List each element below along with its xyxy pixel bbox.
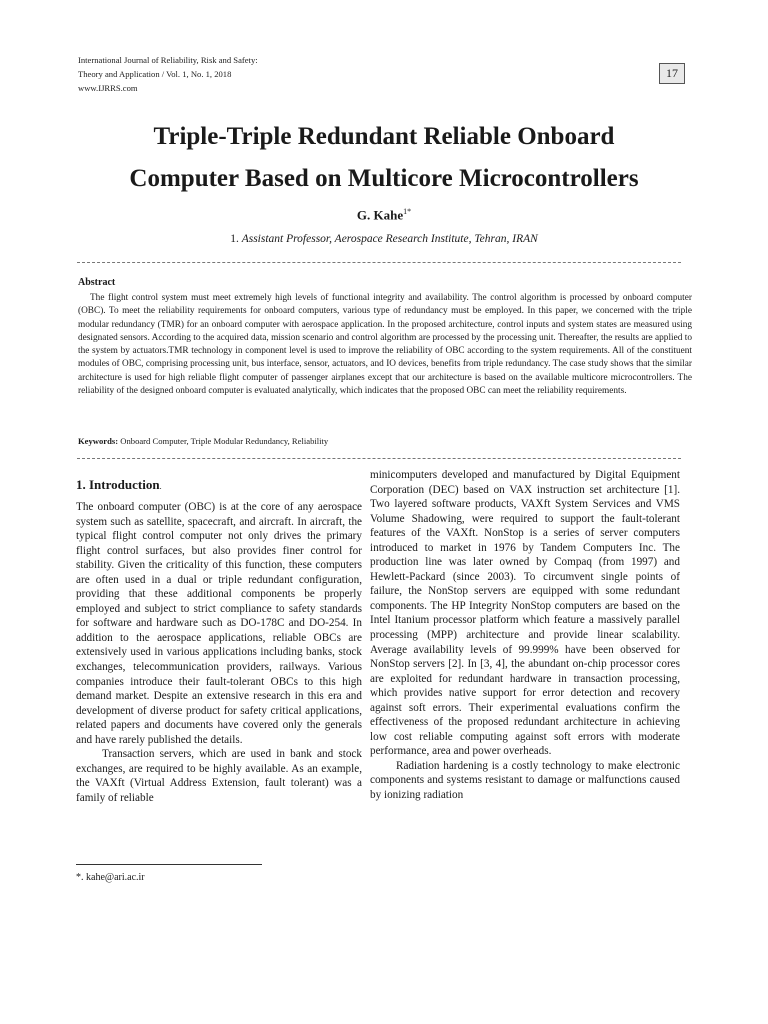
section-heading-introduction [76, 477, 162, 493]
page-number: 17 [659, 63, 685, 84]
keywords-text: Onboard Computer, Triple Modular Redundancy, Reliability [120, 436, 329, 446]
right-paragraph-2: Radiation hardening is a costly technology to make electronic components and systems resistant to damage or malfunctions caused by ionizing radiation [370, 759, 680, 802]
left-column [76, 500, 362, 805]
affiliation [0, 233, 768, 245]
journal-name: International Journal of Reliability, Risk and Safety: [78, 55, 258, 65]
section-heading-text: 1. Introduction [76, 477, 160, 492]
abstract-heading: Abstract [78, 277, 116, 288]
journal-website: www.IJRRS.com [78, 83, 138, 93]
divider-bottom [77, 458, 681, 459]
title-line-2: Computer Based on Multicore Microcontrollers [129, 165, 639, 192]
left-paragraph-1: The onboard computer (OBC) is at the core of any aerospace system such as satellite, spacecraft, and aircraft. In aircraft, the typical flight control computer not only drives the primary flight control surfaces, but also provides finer control for stability. Given the criticality of this function, these computers are often used in a dual or triple redundant configuration, providing that these additional components be properly employed and subject to strict compliance to safety standards for software and hardware such as DO-178C and DO-254. In addition to the aerospace applications, reliable OBCs are extensively used in various applications including banks, stock exchanges, telecommunication providers, railways. Various companies introduce their fault-tolerant OBCs to this high demand market. Despite an extensive research in this era and development of diverse product for safety critical applications, related papers and documents have covered only the generals and have rarely published the details. [76, 501, 362, 746]
left-paragraph-2: Transaction servers, which are used in bank and stock exchanges, are required to be highly available. As an example, the VAXft (Virtual Address Extension, fault tolerant) was a family of reliable [76, 748, 362, 804]
footnote-divider [76, 864, 262, 865]
author [0, 207, 768, 223]
right-column [370, 468, 680, 803]
paper-title [60, 116, 708, 200]
abstract-text: The flight control system must meet extremely high levels of functional integrity and availability. The control algorithm is processed by onboard computer (OBC). To meet the reliability requirements for onboard computers, various type of redundancy must be employed. In this paper, we concerned with the triple modular redundancy (TMR) for an onboard computer with aerospace application. In the proposed architecture, control inputs and system states are measured using designated sensors. According to the acquired data, mission scenario and control algorithm are processed by the processing unit. Thereafter, the results are applied to the system by actuators.TMR technology in component level is used to improve the reliability of OBC according to the system requirements. All of the constituent modules of OBC, comprising processing unit, bus interface, sensor, actuators, and IO devices, benefits from triple redundancy. The case study shows that the similar architecture is used for high reliable flight computer of passenger airplanes except that our architecture is based on the available multicore microcontrollers. The reliability of the designed onboard computer is evaluated analytically, which indicates that the proposed OBC can meet the reliability requirements. [78, 293, 692, 397]
keywords-label: Keywords: [78, 436, 119, 446]
divider-top [77, 262, 681, 263]
author-name: G. Kahe [356, 207, 404, 223]
section-heading-mark: . [159, 482, 162, 491]
footnote-email: *. kahe@ari.ac.ir [76, 872, 145, 883]
journal-volume: Theory and Application / Vol. 1, No. 1, 2018 [78, 69, 232, 79]
right-paragraph-1: minicomputers developed and manufactured by Digital Equipment Corporation (DEC) based on VAX instruction set architecture [1]. Two layered software products, VAXft System Services and VMS Volume Shadowing, were required to support the fault-tolerant features of the VAXft. NonStop is a series of server computers introduced to market in 1976 by Tandem Computers Inc. The production line was later owned by Compaq (from 1997) and Hewlett-Packard (since 2003). To circumvent single points of failure, the NonStop servers are equipped with some redundant components. The HP Integrity NonStop computers are based on the Intel Itanium processor platform which feature a massively parallel processing (MPP) architecture and provide linear scalability. Average availability levels of 99.999% have been observed for NonStop servers [2]. In [3, 4], the abundant on-chip processor cores are exploited for redundant hardware in transaction processing, which provides native support for error detection and recovery against soft errors. Their experimental evaluations confirm the effectiveness of the proposed redundant architecture in achieving low cost reliable computing against soft errors with moderate performance, area and power overheads. [370, 469, 680, 758]
keywords [78, 436, 328, 446]
affiliation-text: Assistant Professor, Aerospace Research Institute, Tehran, IRAN [241, 233, 538, 245]
title-line-1: Triple-Triple Redundant Reliable Onboard [153, 123, 615, 150]
journal-header [78, 53, 258, 95]
affiliation-number: 1. [230, 233, 239, 245]
author-superscript: 1* [403, 207, 412, 216]
